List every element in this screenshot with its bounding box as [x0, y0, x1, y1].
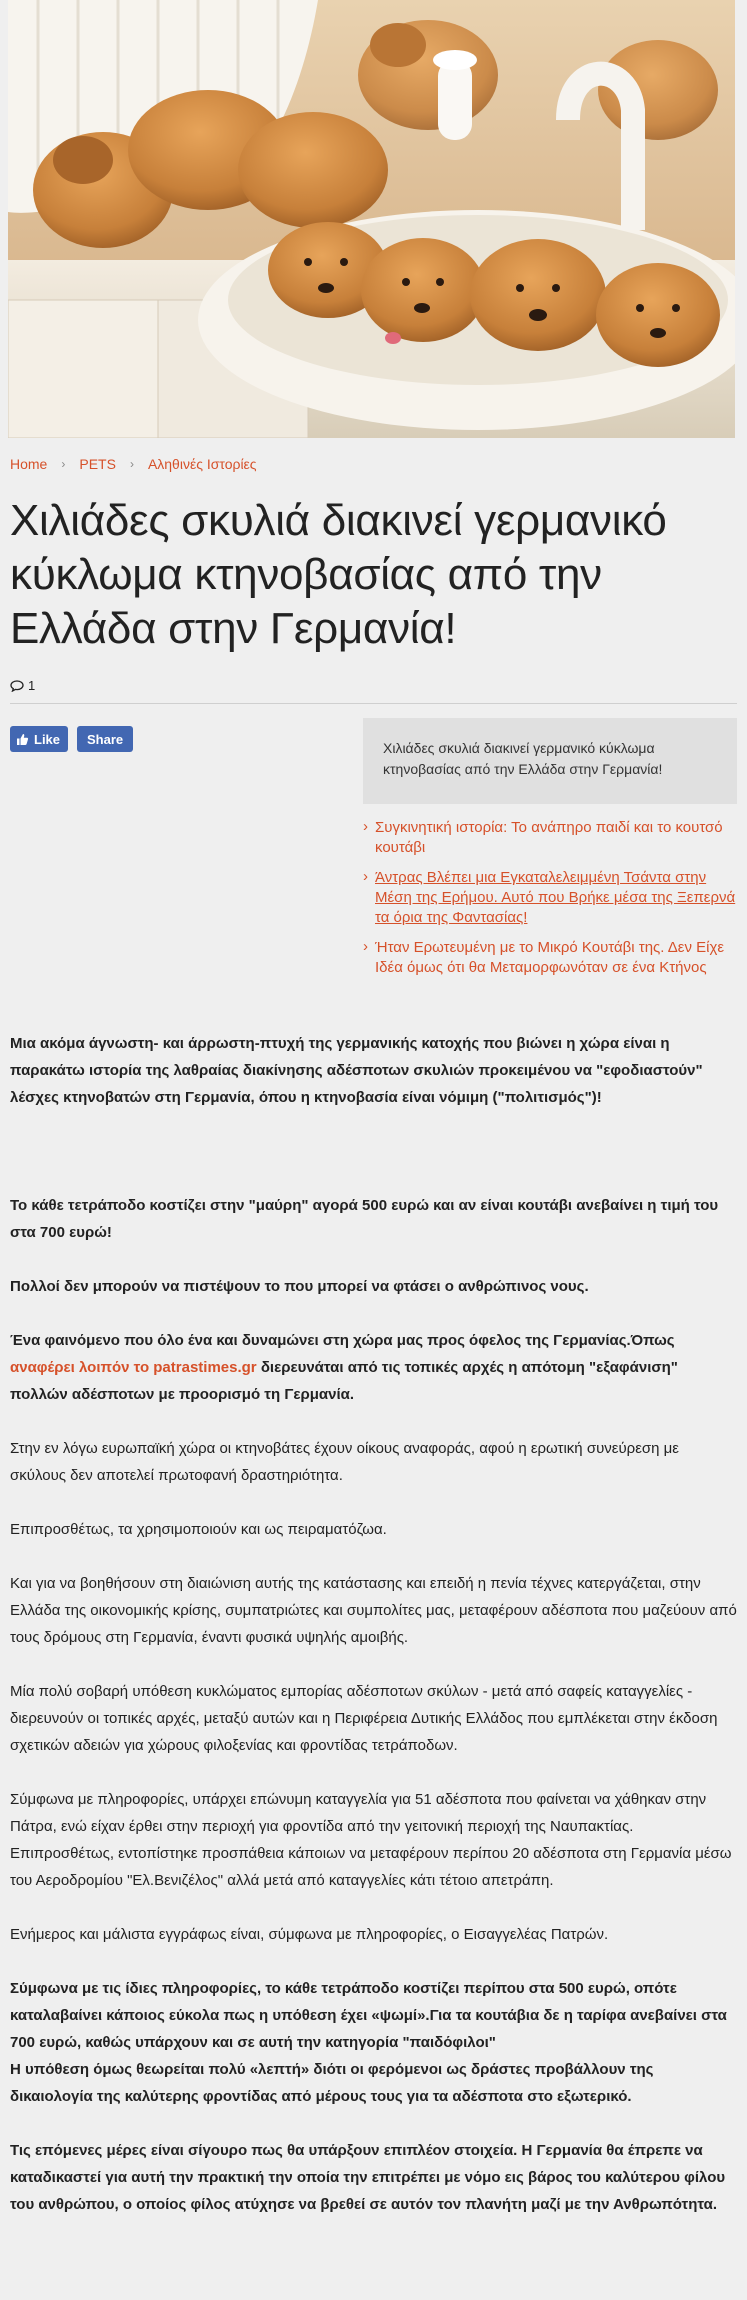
comment-bubble-icon [10, 680, 24, 692]
page-title: Χιλιάδες σκυλιά διακινεί γερμανικό κύκλωμα κτηνοβασίας από την Ελλάδα στην Γερμανία! [10, 496, 667, 653]
breadcrumb-home-link[interactable]: Home [10, 456, 48, 472]
related-article-link[interactable]: › Ήταν Ερωτευμένη με το Μικρό Κουτάβι της. Δεν Είχε Ιδέα όμως ότι θα Μεταμορφωνόταν σε ένα Κτήνος [363, 938, 737, 978]
comment-count-value: 1 [28, 678, 36, 693]
related-article-link[interactable]: › Συγκινητική ιστορία: Το ανάπηρο παιδί και το κουτσό κουτάβι [363, 818, 737, 858]
divider [10, 703, 737, 704]
breadcrumb [10, 456, 737, 472]
comment-count[interactable] [10, 678, 737, 693]
share-and-related-section [10, 718, 737, 1008]
puppies-in-sink-illustration [8, 0, 735, 438]
spacer [10, 1138, 737, 1192]
paragraph: Σύμφωνα με πληροφορίες, υπάρχει επώνυμη καταγγελία για 51 αδέσποτα που φαίνεται να χάθηκαν στην Πάτρα, ενώ είχαν έρθει στην περιοχή για φροντίδα από την γειτονική περιοχή της Ναυπακτίας. [10, 1791, 707, 1835]
chevron-right-icon: › [61, 457, 66, 471]
related-articles-list [363, 818, 737, 988]
paragraph: Σύμφωνα με τις ίδιες πληροφορίες, το κάθε τετράποδο κοστίζει περίπου στα 500 ευρώ, οπότε καταλαβαίνει κάποιος εύκολα πως η υπόθεση έχει «ψωμί».Για τα κουτάβια δε η ταρίφα ανεβαίνει στα 700 ευρώ, καθώς υπάρχουν και σε αυτή την κατηγορία "παιδόφιλοι" [10, 1980, 727, 2051]
paragraph: Και για να βοηθήσουν στη διαιώνιση αυτής της κατάστασης και επειδή η πενία τέχνες κατεργάζεται, στην Ελλάδα της οικονομικής κρίσης, συμπατριώτες και συμπολίτες μας, μεταφέρουν αδέσποτα που μαζεύουν από τους δρόμους στη Γερμανία, έναντι φυσικά υψηλής αμοιβής. [10, 1575, 737, 1646]
paragraph: Επιπροσθέτως, τα χρησιμοποιούν και ως πειραματόζωα. [10, 1521, 387, 1538]
article-summary-text: Χιλιάδες σκυλιά διακινεί γερμανικό κύκλωμα κτηνοβασίας από την Ελλάδα στην Γερμανία! [383, 740, 663, 777]
paragraph: Η υπόθεση όμως θεωρείται πολύ «λεπτή» διότι οι φερόμενοι ως δράστες προβάλλουν της δικαιολογία της καλύτερης φροντίδας από μέρους τους για τα αδέσποτα στο εξωτερικό. [10, 2061, 654, 2105]
breadcrumb-category-link[interactable]: Αληθινές Ιστορίες [147, 456, 257, 472]
paragraph: Στην εν λόγω ευρωπαϊκή χώρα οι κτηνοβάτες έχουν οίκους αναφοράς, αφού η ερωτική συνεύρεση με σκύλους δεν αποτελεί πρωτοφανή δραστηριότητα. [10, 1440, 679, 1484]
thumbs-up-icon [16, 733, 29, 746]
related-article-link[interactable]: › Άντρας Βλέπει μια Εγκαταλελειμμένη Τσάντα στην Μέση της Ερήμου. Αυτό που Βρήκε μέσα της Ξεπερνά τα όρια της Φαντασίας! [363, 868, 737, 928]
paragraph: Ενήμερος και μάλιστα εγγράφως είναι, σύμφωνα με πληροφορίες, ο Εισαγγελέας Πατρών. [10, 1926, 609, 1943]
facebook-like-button[interactable] [10, 726, 68, 752]
paragraph: Μια ακόμα άγνωστη- και άρρωστη-πτυχή της γερμανικής κατοχής που βιώνει η χώρα είναι η παρακάτω ιστορία της λαθραίας διακίνησης αδέσποτων σκυλιών προκειμένου να "εφοδιαστούν" λέσχες κτηνοβατών στη Γερμανία, όπου η κτηνοβασία είναι νόμιμη ("πολιτισμός")! [10, 1035, 703, 1106]
chevron-right-icon: › [129, 457, 134, 471]
hero-image-puppies [8, 0, 735, 438]
paragraph: Το κάθε τετράποδο κοστίζει στην "μαύρη" αγορά 500 ευρώ και αν είναι κουτάβι ανεβαίνει η τιμή του στα 700 ευρώ! [10, 1197, 719, 1241]
share-label: Share [87, 731, 124, 747]
article-body [10, 1030, 737, 2218]
paragraph-text: διερευνάται από τις τοπικές αρχές η απότομη "εξαφάνιση" πολλών αδέσποτων με προορισμό τη Γερμανία. [10, 1359, 678, 1403]
paragraph: Επιπροσθέτως, εντοπίστηκε προσπάθεια κάποιων να μεταφέρουν περίπου 20 αδέσποτα στη Γερμανία μέσω του Αεροδρομίου "Ελ.Βενιζέλος" αλλά μετά από καταγγελίες κάτι τέτοιο απετράπη. [10, 1845, 732, 1889]
paragraph [10, 1327, 737, 1408]
breadcrumb-section-link[interactable]: PETS [79, 456, 116, 472]
paragraph: Μία πολύ σοβαρή υπόθεση κυκλώματος εμπορίας αδέσποτων σκύλων - μετά από σαφείς καταγγελίες - διερευνούν οι τοπικές αρχές, μεταξύ αυτών και η Περιφέρεια Δυτικής Ελλάδος που εμπλέκεται στην έκδοση σχετικών αδειών για χώρους φιλοξενίας και φροντίδας τετράποδων. [10, 1683, 718, 1754]
paragraph-text: Ένα φαινόμενο που όλο ένα και δυναμώνει στη χώρα μας προς όφελος της Γερμανίας.Όπως [10, 1332, 675, 1349]
facebook-share-button[interactable] [77, 726, 133, 752]
paragraph: Πολλοί δεν μπορούν να πιστέψουν το που μπορεί να φτάσει ο ανθρώπινος νους. [10, 1278, 589, 1295]
article-summary-box [363, 718, 737, 804]
like-label: Like [34, 731, 61, 747]
paragraph: Τις επόμενες μέρες είναι σίγουρο πως θα υπάρξουν επιπλέον στοιχεία. Η Γερμανία θα έπρεπε να καταδικαστεί για αυτή την πρακτική την οποία την επιτρέπει με νόμο εις βάρος του καλύτερου φίλου του ανθρώπου, ο οποίος φίλος ατύχησε να βρεθεί σε αυτόν τον πλανήτη μαζί με την Ανθρωπότητα. [10, 2142, 726, 2213]
patrastimes-link[interactable]: αναφέρει λοιπόν το patrastimes.gr [10, 1359, 257, 1376]
